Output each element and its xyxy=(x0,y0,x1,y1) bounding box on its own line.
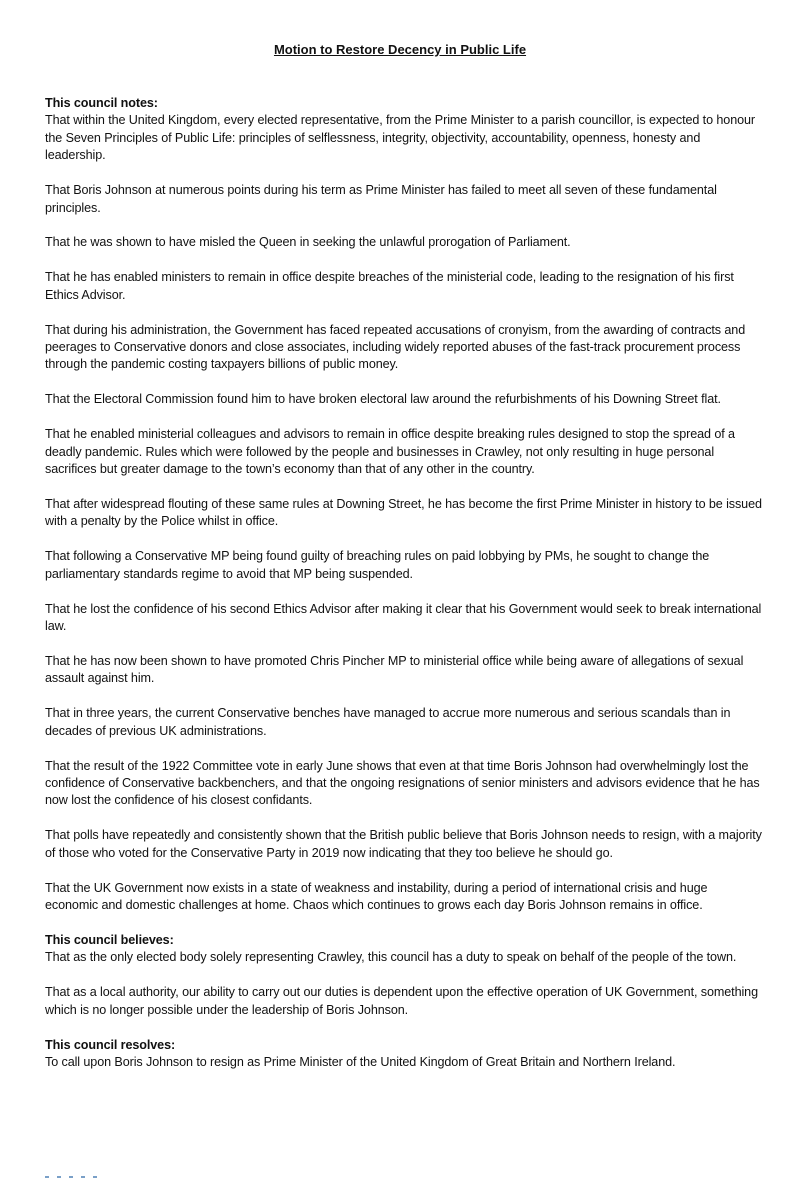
notes-paragraph: That the Electoral Commission found him to have broken electoral law around the refurbishments of his Downing Street flat. xyxy=(45,392,721,407)
notes-heading: This council notes: xyxy=(45,96,158,110)
believes-paragraph: That as the only elected body solely representing Crawley, this council has a duty to speak on behalf of the people of the town. xyxy=(45,950,737,965)
notes-section xyxy=(45,95,763,165)
notes-paragraph: That Boris Johnson at numerous points during his term as Prime Minister has failed to meet all seven of these fundamental principles. xyxy=(45,183,717,215)
notes-paragraph: That during his administration, the Government has faced repeated accusations of cronyism, from the awarding of contracts and peerages to Conservative donors and close associates, including widely reported abuses of the fast-track procurement process through the pandemic costing taxpayers billions of public money. xyxy=(45,322,746,372)
notes-paragraph: That he lost the confidence of his second Ethics Advisor after making it clear that his Government would seek to break international law. xyxy=(45,601,762,634)
notes-paragraph: That he has now been shown to have promoted Chris Pincher MP to ministerial office while being aware of allegations of sexual assault against him. xyxy=(45,653,744,686)
resolves-section xyxy=(45,1037,763,1072)
believes-heading: This council believes: xyxy=(45,932,174,947)
notes-paragraph: That in three years, the current Conservative benches have managed to accrue more numerous and serious scandals than in decades of previous UK administrations. xyxy=(45,706,731,738)
page-edge-artifact xyxy=(45,1176,105,1182)
believes-paragraph: That as a local authority, our ability to carry out our duties is dependent upon the effective operation of UK Government, something which is no longer possible under the leadership of Boris Johnson. xyxy=(45,985,758,1017)
notes-paragraph: That he enabled ministerial colleagues and advisors to remain in office despite breaking rules designed to stop the spread of a deadly pandemic. Rules which were followed by the people and businesses in Crawley, not only resulting in huge personal sacrifices but greater damage to the town’s economy than that of any other in the country. xyxy=(45,427,735,477)
notes-paragraph: That within the United Kingdom, every elected representative, from the Prime Minister to a parish councillor, is expected to honour the Seven Principles of Public Life: principles of selflessness, integrity, objectivity, accountability, openness, honesty and leadership. xyxy=(45,113,756,163)
document-title: Motion to Restore Decency in Public Life xyxy=(273,42,527,57)
notes-paragraph: That the result of the 1922 Committee vote in early June shows that even at that time Boris Johnson had overwhelmingly lost the confidence of Conservative backbenchers, and that the ongoing resignations of senior ministers and advisors evidence that he has now lost the confidence of his closest confidants. xyxy=(45,758,760,808)
notes-paragraph: That following a Conservative MP being found guilty of breaching rules on paid lobbying by PMs, he sought to change the parliamentary standards regime to avoid that MP being suspended. xyxy=(45,549,710,581)
notes-paragraph: That he has enabled ministers to remain in office despite breaches of the ministerial code, leading to the resignation of his first Ethics Advisor. xyxy=(45,270,734,302)
document-body xyxy=(45,95,763,1089)
notes-paragraph: That after widespread flouting of these same rules at Downing Street, he has become the first Prime Minister in history to be issued with a penalty by the Police whilst in office. xyxy=(45,497,762,529)
believes-section xyxy=(45,932,763,967)
notes-paragraph: That polls have repeatedly and consistently shown that the British public believe that Boris Johnson needs to resign, with a majority of those who voted for the Conservative Party in 2019 now indicating that they too believe he should go. xyxy=(45,828,762,860)
notes-paragraph: That he was shown to have misled the Queen in seeking the unlawful prorogation of Parliament. xyxy=(45,235,571,250)
notes-paragraph: That the UK Government now exists in a state of weakness and instability, during a period of international crisis and huge economic and domestic challenges at home. Chaos which continues to grows each day Boris Johnson remains in office. xyxy=(45,880,708,912)
resolves-paragraph: To call upon Boris Johnson to resign as Prime Minister of the United Kingdom of Great Britain and Northern Ireland. xyxy=(45,1054,676,1069)
resolves-heading: This council resolves: xyxy=(45,1037,176,1052)
